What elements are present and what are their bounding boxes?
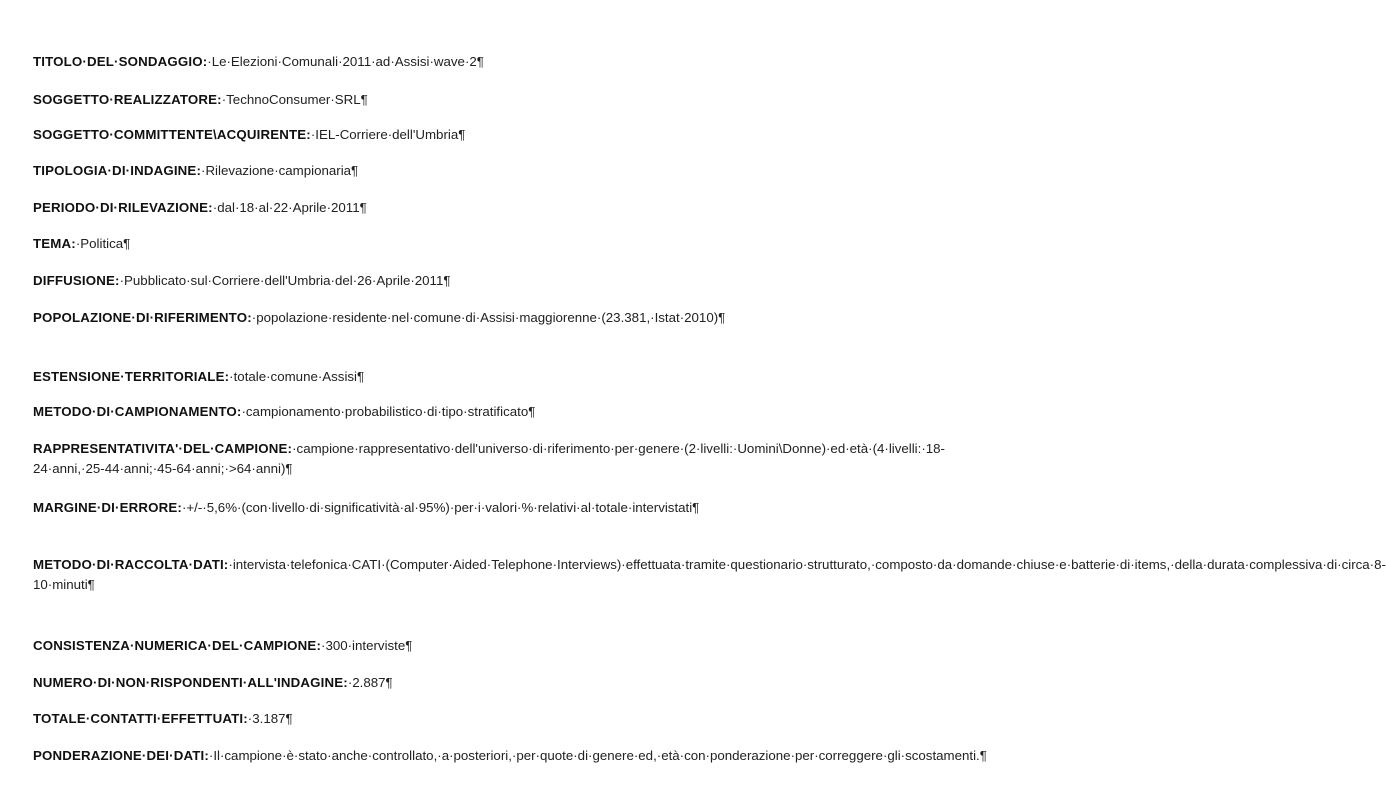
field-rappresentativita	[33, 439, 945, 479]
field-value: ·popolazione·residente·nel·comune·di·Assisi·maggiorenne·(23.381,·Istat·2010)¶	[251, 310, 726, 325]
field-value: ·300·interviste¶	[321, 638, 413, 653]
field-label: TEMA:	[33, 236, 76, 251]
field-tema	[33, 234, 801, 254]
field-label: CONSISTENZA·NUMERICA·DEL·CAMPIONE:	[33, 638, 322, 653]
field-label: MARGINE·DI·ERRORE:	[33, 500, 182, 515]
field-diffusione	[33, 271, 801, 291]
field-tipologia	[33, 161, 801, 181]
field-periodo	[33, 198, 801, 218]
field-estensione	[33, 367, 801, 387]
field-label: METODO·DI·RACCOLTA·DATI:	[33, 557, 229, 572]
field-value: ·intervista·telefonica·CATI·(Computer·Aided·Telephone·Interviews)·effettuata·tramite·questionario·strutturato,·composto·da·domande·chiuse·e·batterie·di·items,·della·durata·complessiva·di·circa·8-10·minuti¶	[33, 557, 1386, 592]
field-label: ESTENSIONE·TERRITORIALE:	[33, 369, 230, 384]
field-value: ·Pubblicato·sul·Corriere·dell'Umbria·del·26·Aprile·2011¶	[119, 273, 451, 288]
field-metodo-campionamento	[33, 402, 801, 422]
field-margine-errore	[33, 498, 801, 518]
field-label: PONDERAZIONE·DEI·DATI:	[33, 748, 209, 763]
field-value: ·totale·comune·Assisi¶	[229, 369, 365, 384]
field-value: ·Politica¶	[75, 236, 131, 251]
field-label: TIPOLOGIA·DI·INDAGINE:	[33, 163, 202, 178]
field-ponderazione	[33, 746, 987, 766]
field-value: ·+/-·5,6%·(con·livello·di·significatività·al·95%)·per·i·valori·%·relativi·al·totale·intervistati¶	[181, 500, 700, 515]
field-popolazione	[33, 308, 801, 328]
field-label: METODO·DI·CAMPIONAMENTO:	[33, 404, 242, 419]
field-metodo-raccolta	[33, 555, 1386, 595]
field-value: ·dal·18·al·22·Aprile·2011¶	[212, 200, 367, 215]
field-value: ·Le·Elezioni·Comunali·2011·ad·Assisi·wave·2¶	[207, 54, 484, 69]
field-label: TOTALE·CONTATTI·EFFETTUATI:	[33, 711, 248, 726]
field-titolo	[33, 52, 801, 72]
field-value: ·IEL-Corriere·dell'Umbria¶	[310, 127, 466, 142]
field-label: DIFFUSIONE:	[33, 273, 120, 288]
field-label: PERIODO·DI·RILEVAZIONE:	[33, 200, 213, 215]
field-value: ·3.187¶	[247, 711, 293, 726]
field-label: RAPPRESENTATIVITA'·DEL·CAMPIONE:	[33, 441, 293, 456]
field-soggetto-realizzatore	[33, 90, 801, 110]
field-value: ·Il·campione·è·stato·anche·controllato,·a·posteriori,·per·quote·di·genere·ed,·età·con·ponderazione·per·correggere·gli·scostamenti.¶	[208, 748, 987, 763]
field-label: TITOLO·DEL·SONDAGGIO:	[33, 54, 208, 69]
field-label: POPOLAZIONE·DI·RIFERIMENTO:	[33, 310, 252, 325]
field-value: ·TechnoConsumer·SRL¶	[221, 92, 368, 107]
field-label: NUMERO·DI·NON·RISPONDENTI·ALL'INDAGINE:	[33, 675, 348, 690]
field-value: ·campionamento·probabilistico·di·tipo·stratificato¶	[241, 404, 536, 419]
field-non-rispondenti	[33, 673, 801, 693]
field-value: ·campione·rappresentativo·dell'universo·di·riferimento·per·genere·(2·livelli:·Uomini\Donne)·ed·età·(4·livelli:·18-24·anni,·25-44·anni;·45-64·anni;·>64·anni)¶	[33, 441, 945, 476]
field-label: SOGGETTO·COMMITTENTE\ACQUIRENTE:	[33, 127, 311, 142]
field-totale-contatti	[33, 709, 801, 729]
field-value: ·2.887¶	[347, 675, 393, 690]
field-label: SOGGETTO·REALIZZATORE:	[33, 92, 222, 107]
field-consistenza	[33, 636, 801, 656]
field-value: ·Rilevazione·campionaria¶	[201, 163, 359, 178]
field-soggetto-committente	[33, 125, 801, 145]
